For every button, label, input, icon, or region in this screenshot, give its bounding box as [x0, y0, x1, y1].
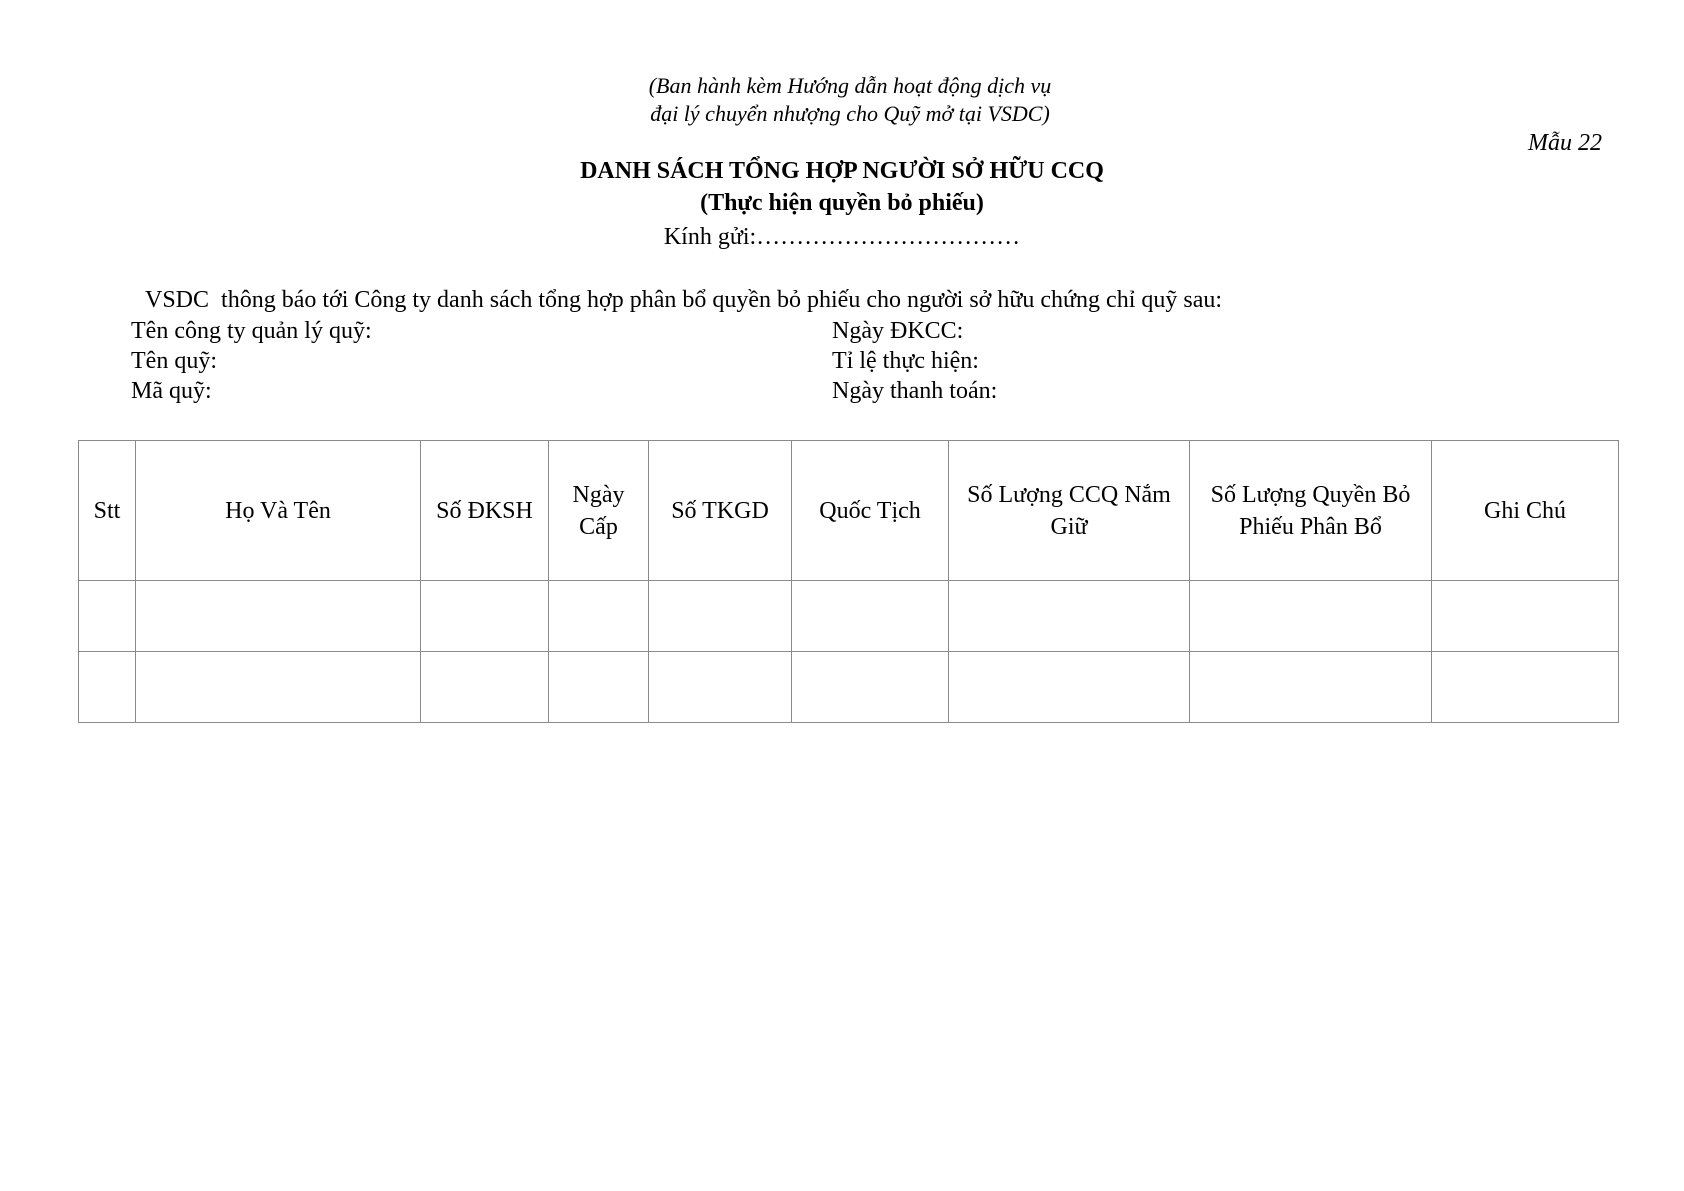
- col-header-registration-number: Số ĐKSH: [421, 441, 549, 581]
- col-header-full-name: Họ Và Tên: [136, 441, 421, 581]
- table-cell: [949, 652, 1190, 723]
- col-header-stt: Stt: [79, 441, 136, 581]
- fund-name-label: Tên quỹ:: [131, 348, 217, 374]
- table-cell: [649, 652, 792, 723]
- holders-table: [78, 440, 1619, 723]
- table-cell: [1432, 581, 1619, 652]
- document-subtitle: (Thực hiện quyền bỏ phiếu): [700, 190, 984, 216]
- table-cell: [649, 581, 792, 652]
- table-cell: [949, 581, 1190, 652]
- recipient-line: Kính gửi:……………………………: [663, 224, 1021, 250]
- table-cell: [421, 581, 549, 652]
- table-cell: [79, 581, 136, 652]
- execution-ratio-label: Tỉ lệ thực hiện:: [832, 348, 979, 374]
- record-date-label: Ngày ĐKCC:: [832, 318, 964, 344]
- table-cell: [1190, 652, 1432, 723]
- col-header-nationality: Quốc Tịch: [792, 441, 949, 581]
- table-header-row: [79, 441, 1619, 581]
- col-header-issue-date: Ngày Cấp: [549, 441, 649, 581]
- intro-paragraph: VSDC thông báo tới Công ty danh sách tổng hợp phân bổ quyền bỏ phiếu cho người sở hữu chứng chỉ quỹ sau:: [145, 287, 1223, 313]
- issued-with-line-2: đại lý chuyển nhượng cho Quỹ mở tại VSDC): [650, 101, 1050, 126]
- payment-date-label: Ngày thanh toán:: [832, 378, 998, 404]
- table-cell: [1432, 652, 1619, 723]
- table-cell: [136, 652, 421, 723]
- table-cell: [421, 652, 549, 723]
- table-cell: [549, 581, 649, 652]
- table-cell: [792, 652, 949, 723]
- document-title: DANH SÁCH TỔNG HỢP NGƯỜI SỞ HỮU CCQ: [580, 158, 1104, 184]
- col-header-voting-rights: Số Lượng Quyền Bỏ Phiếu Phân Bổ: [1190, 441, 1432, 581]
- table-cell: [1190, 581, 1432, 652]
- col-header-units-held: Số Lượng CCQ Nắm Giữ: [949, 441, 1190, 581]
- issued-with-line-1: (Ban hành kèm Hướng dẫn hoạt động dịch vụ: [648, 73, 1052, 98]
- fund-code-label: Mã quỹ:: [131, 378, 212, 404]
- table-row: [79, 652, 1619, 723]
- table-cell: [549, 652, 649, 723]
- form-code: Mẫu 22: [1528, 130, 1602, 156]
- table-cell: [79, 652, 136, 723]
- fund-manager-label: Tên công ty quản lý quỹ:: [131, 318, 372, 344]
- table-cell: [792, 581, 949, 652]
- col-header-trading-account: Số TKGD: [649, 441, 792, 581]
- table-cell: [136, 581, 421, 652]
- table-row: [79, 581, 1619, 652]
- col-header-notes: Ghi Chú: [1432, 441, 1619, 581]
